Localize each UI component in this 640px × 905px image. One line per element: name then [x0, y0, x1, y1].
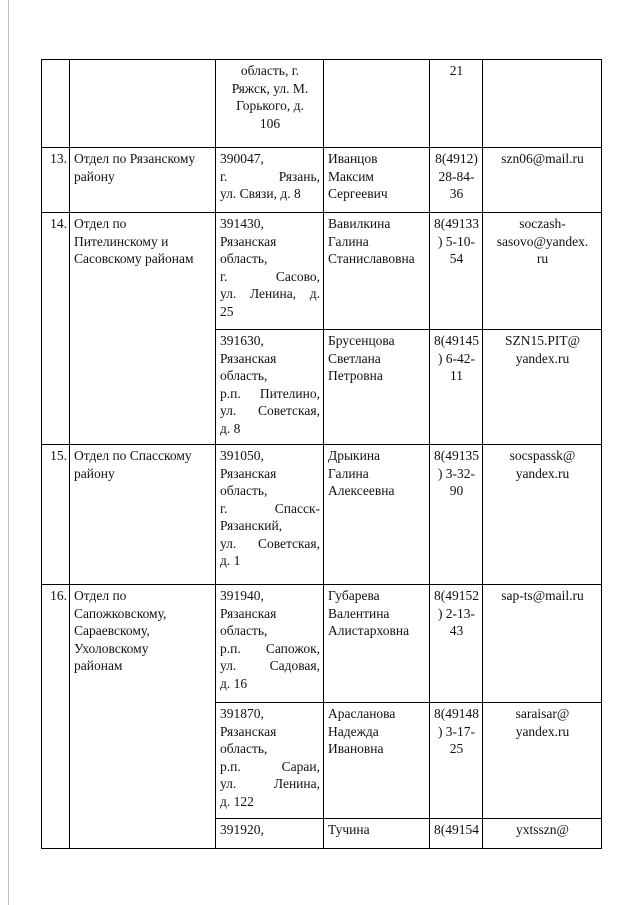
email-cell-line: yandex.ru	[515, 723, 570, 739]
address-cell-line: р.п. Сапожок,	[220, 640, 320, 656]
email-cell	[483, 585, 602, 703]
contact-person-cell	[324, 819, 430, 849]
email-cell-line: soczash-	[519, 216, 566, 231]
table-row	[42, 585, 602, 703]
phone-cell	[430, 445, 483, 585]
email-cell	[483, 60, 602, 148]
department-name-line: Отдел по	[74, 588, 127, 603]
address-cell-line: 391430,	[220, 216, 264, 231]
phone-cell	[430, 585, 483, 703]
address-cell-line: область,	[220, 368, 268, 383]
contact-person-cell-line: Алексеевна	[328, 483, 395, 498]
contact-person-cell	[324, 585, 430, 703]
address-cell	[216, 819, 324, 849]
email-cell-line: sap-ts@mail.ru	[501, 588, 584, 603]
address-cell-line: 391050,	[220, 448, 264, 463]
phone-cell-line: 28-84-	[438, 168, 475, 184]
contact-person-cell-line: Арасланова	[328, 706, 396, 721]
department-name	[70, 445, 216, 585]
phone-cell	[430, 819, 483, 849]
contact-person-cell	[324, 148, 430, 213]
phone-cell-line: ) 6-42-	[437, 350, 476, 366]
address-cell-line: 391870,	[220, 706, 264, 721]
contact-person-cell-line: Светлана	[328, 350, 381, 366]
department-name	[70, 148, 216, 213]
row-number: 15.	[42, 445, 70, 585]
address-cell-line: область,	[220, 483, 268, 498]
phone-cell-line: ) 3-17-	[437, 723, 476, 739]
department-name-line: Сасовскому районам	[74, 251, 194, 266]
address-cell	[216, 213, 324, 330]
contacts-table	[41, 59, 602, 849]
address-cell-line: Рязанская	[220, 350, 277, 366]
address-cell-line: ул. Ленина, д.	[220, 286, 320, 301]
department-name-line: Пителинскому и	[74, 233, 169, 249]
phone-cell	[430, 60, 483, 148]
address-cell-line: р.п. Сараи,	[220, 758, 320, 774]
address-cell-line: 391940,	[220, 588, 264, 603]
contact-person-cell-line: Галина	[328, 233, 369, 249]
department-name	[70, 585, 216, 849]
contact-person-cell-line: Дрыкина	[328, 448, 381, 463]
email-cell	[483, 703, 602, 819]
phone-cell-line: 90	[449, 483, 464, 498]
email-cell-line: saraisar@	[515, 706, 570, 721]
department-name-line: Отдел по Рязанскому	[74, 151, 196, 166]
contact-person-cell-line: Алистарховна	[328, 623, 410, 638]
address-cell-line: ул. Советская,	[220, 403, 320, 418]
row-number	[42, 60, 70, 148]
address-cell-line: область,	[220, 741, 268, 756]
phone-cell	[430, 148, 483, 213]
phone-cell-line: 11	[450, 368, 463, 383]
contact-person-cell-line: Вавилкина	[328, 216, 391, 231]
row-number: 14.	[42, 213, 70, 445]
department-name-line: Сараевскому,	[74, 623, 150, 638]
address-cell-line: область,	[220, 623, 268, 638]
address-cell	[216, 585, 324, 703]
phone-cell	[430, 703, 483, 819]
address-cell	[216, 445, 324, 585]
contact-person-cell-line: Галина	[328, 465, 369, 481]
address-cell	[216, 60, 324, 148]
phone-cell-line: 8(49148	[434, 706, 479, 721]
email-cell-line: yxtsszn@	[516, 822, 569, 837]
address-cell	[216, 330, 324, 445]
address-cell-line: г. Сасово,	[220, 268, 320, 284]
email-cell-line: yandex.ru	[515, 350, 570, 366]
phone-cell-line: 8(4912)	[435, 151, 478, 166]
phone-cell-line: 8(49135	[434, 448, 479, 463]
address-cell-line: Рязанская	[220, 605, 277, 621]
phone-cell-line: ) 2-13-	[437, 605, 476, 621]
email-cell	[483, 148, 602, 213]
contact-person-cell-line: Петровна	[328, 368, 383, 383]
address-cell-line: д. 122	[220, 793, 254, 809]
phone-cell-line: 43	[449, 623, 464, 638]
address-cell-line: область,	[220, 251, 268, 266]
contact-person-cell	[324, 60, 430, 148]
department-name-line: Ухоловскому	[74, 640, 149, 656]
department-name	[70, 213, 216, 445]
email-cell-line: SZN15.PIT@	[504, 333, 581, 348]
address-cell	[216, 703, 324, 819]
address-cell-line: ул. Советская,	[220, 535, 320, 551]
address-cell-line: 391920,	[220, 822, 264, 837]
email-cell	[483, 213, 602, 330]
phone-cell	[430, 330, 483, 445]
table-body	[42, 60, 602, 849]
contact-person-cell-line: Иванцов	[328, 151, 378, 166]
address-cell-line: 390047,	[220, 151, 264, 166]
department-name-line: Отдел по Спасскому	[74, 448, 192, 463]
address-cell-line: ул. Связи, д. 8	[220, 186, 301, 201]
table-row	[42, 148, 602, 213]
row-number: 16.	[42, 585, 70, 849]
department-name-line: районам	[74, 658, 123, 673]
table-row	[42, 213, 602, 330]
contact-person-cell-line: Тучина	[328, 822, 370, 837]
contact-person-cell-line: Максим	[328, 168, 374, 184]
phone-cell-line: 8(49154	[434, 822, 479, 837]
address-cell-line: д. 1	[220, 553, 241, 568]
contact-person-cell	[324, 445, 430, 585]
email-cell	[483, 819, 602, 849]
address-cell-line: д. 16	[220, 675, 248, 691]
email-cell-line: szn06@mail.ru	[501, 151, 584, 166]
table-row	[42, 445, 602, 585]
email-cell	[483, 445, 602, 585]
address-cell-line: 106	[259, 115, 281, 131]
email-cell-line: ru	[536, 251, 549, 266]
contact-person-cell-line: Ивановна	[328, 741, 384, 756]
department-name-line: району	[74, 168, 115, 184]
contact-person-cell-line: Валентина	[328, 605, 390, 621]
department-name-line: району	[74, 465, 115, 481]
address-cell-line: Рязанская	[220, 723, 277, 739]
phone-cell-line: 8(49152	[434, 588, 479, 603]
page-edge-line	[8, 0, 9, 905]
email-cell-line: socspassk@	[509, 448, 576, 463]
contact-person-cell-line: Сергеевич	[328, 186, 388, 201]
contact-person-cell-line: Губарева	[328, 588, 380, 603]
address-cell-line: р.п. Пителино,	[220, 385, 320, 401]
address-cell-line: г. Спасск-	[220, 500, 320, 516]
contact-person-cell	[324, 213, 430, 330]
contact-person-cell-line: Надежда	[328, 723, 379, 739]
address-cell-line: 391630,	[220, 333, 264, 348]
address-cell-line: Рязанская	[220, 233, 277, 249]
phone-cell-line: 21	[449, 63, 464, 78]
address-cell-line: 25	[220, 303, 234, 319]
department-name-line: Сапожковскому,	[74, 605, 167, 621]
address-cell-line: Ряжск, ул. М.	[231, 80, 309, 96]
department-name-line: Отдел по	[74, 216, 127, 231]
contact-person-cell-line: Брусенцова	[328, 333, 395, 348]
email-cell-line: sasovo@yandex.	[496, 233, 589, 249]
contact-person-cell	[324, 703, 430, 819]
row-number: 13.	[42, 148, 70, 213]
address-cell-line: ул. Ленина,	[220, 776, 320, 791]
phone-cell-line: 54	[449, 251, 464, 266]
phone-cell-line: ) 3-32-	[437, 465, 476, 481]
address-cell-line: область, г.	[240, 63, 300, 78]
table-row	[42, 60, 602, 148]
department-name	[70, 60, 216, 148]
phone-cell-line: 8(49145	[434, 333, 479, 348]
email-cell	[483, 330, 602, 445]
phone-cell-line: 36	[449, 186, 464, 201]
contact-person-cell-line: Станиславовна	[328, 251, 415, 266]
address-cell-line: д. 8	[220, 420, 241, 436]
address-cell-line: г. Рязань,	[220, 168, 320, 184]
phone-cell	[430, 213, 483, 330]
address-cell-line: Рязанский,	[220, 518, 283, 533]
email-cell-line: yandex.ru	[515, 465, 570, 481]
phone-cell-line: ) 5-10-	[437, 233, 476, 249]
address-cell-line: Рязанская	[220, 465, 277, 481]
address-cell-line: Горького, д.	[236, 98, 304, 113]
address-cell	[216, 148, 324, 213]
phone-cell-line: 8(49133	[434, 216, 479, 231]
phone-cell-line: 25	[449, 741, 464, 756]
contact-person-cell	[324, 330, 430, 445]
address-cell-line: ул. Садовая,	[220, 658, 320, 673]
